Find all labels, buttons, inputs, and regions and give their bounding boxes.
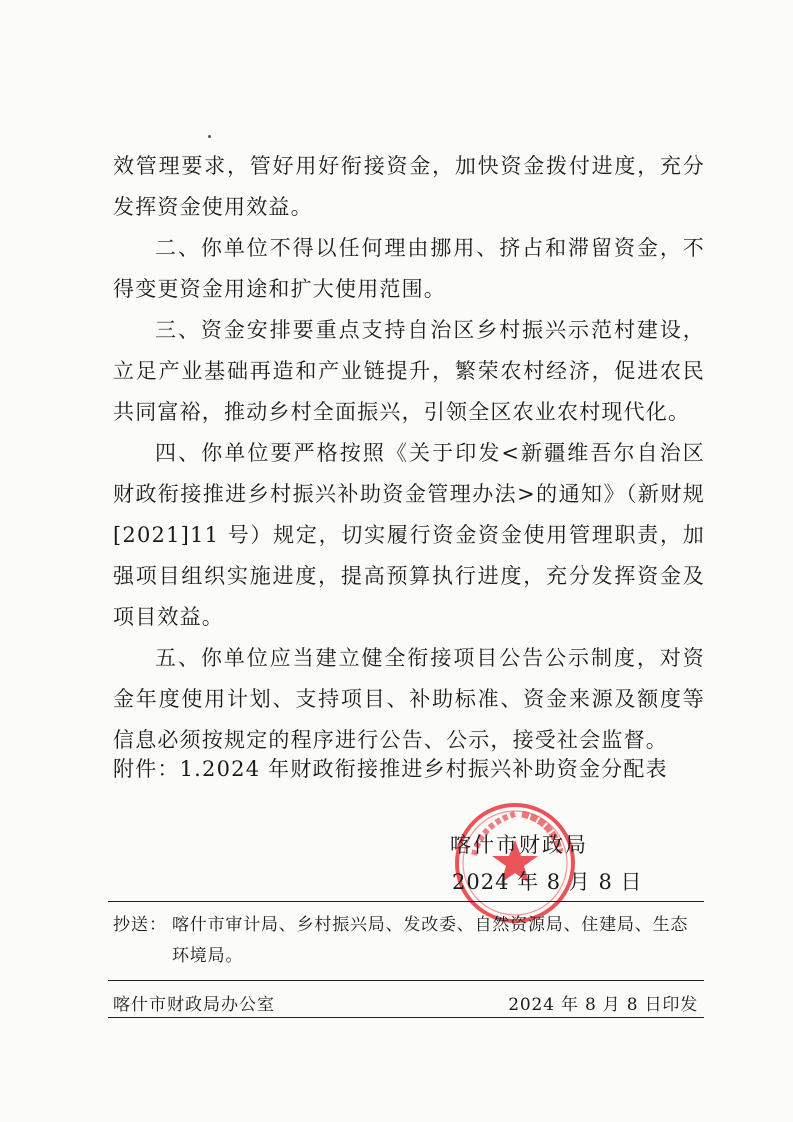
official-seal [452, 800, 578, 926]
issue-date: 2024 年 8 月 8 日 [452, 870, 643, 894]
cc-label: 抄送： [113, 915, 167, 935]
paragraph-item-2: 二、你单位不得以任何理由挪用、挤占和滞留资金，不得变更资金用途和扩大使用范围。 [113, 236, 705, 301]
cc-recipients-line2: 环境局。 [172, 946, 244, 966]
body-text [113, 146, 705, 761]
paragraph-continuation: 效管理要求，管好用好衔接资金，加快资金拨付进度，充分发挥资金使用效益。 [113, 154, 705, 219]
issuer-name: 喀什市财政局 [450, 833, 588, 857]
attachment-line: 附件：1.2024 年财政衔接推进乡村振兴补助资金分配表 [113, 757, 668, 781]
print-date: 2024 年 8 月 8 日印发 [508, 995, 698, 1015]
scan-speck [208, 135, 211, 138]
paragraph-item-3: 三、资金安排要重点支持自治区乡村振兴示范村建设，立足产业基础再造和产业链提升，繁荣农村经济，促进农民共同富裕，推动乡村全面振兴，引领全区农业农村现代化。 [113, 318, 705, 424]
paragraph-item-4: 四、你单位要严格按照《关于印发<新疆维吾尔自治区财政衔接推进乡村振兴补助资金管理办法>的通知》（新财规[2021]11 号）规定，切实履行资金资金使用管理职责，加强项目组织实施进度，提高预算执行进度，充分发挥资金及项目效益。 [113, 441, 705, 629]
divider-top [108, 901, 704, 902]
issuing-office: 喀什市财政局办公室 [113, 995, 275, 1015]
divider-bottom [108, 1017, 704, 1018]
paragraph-item-5: 五、你单位应当建立健全衔接项目公告公示制度，对资金年度使用计划、支持项目、补助标准、资金来源及额度等信息必须按规定的程序进行公告、公示，接受社会监督。 [113, 646, 705, 752]
cc-recipients-line1: 喀什市审计局、乡村振兴局、发改委、自然资源局、住建局、生态 [172, 915, 689, 935]
divider-middle [108, 980, 704, 981]
